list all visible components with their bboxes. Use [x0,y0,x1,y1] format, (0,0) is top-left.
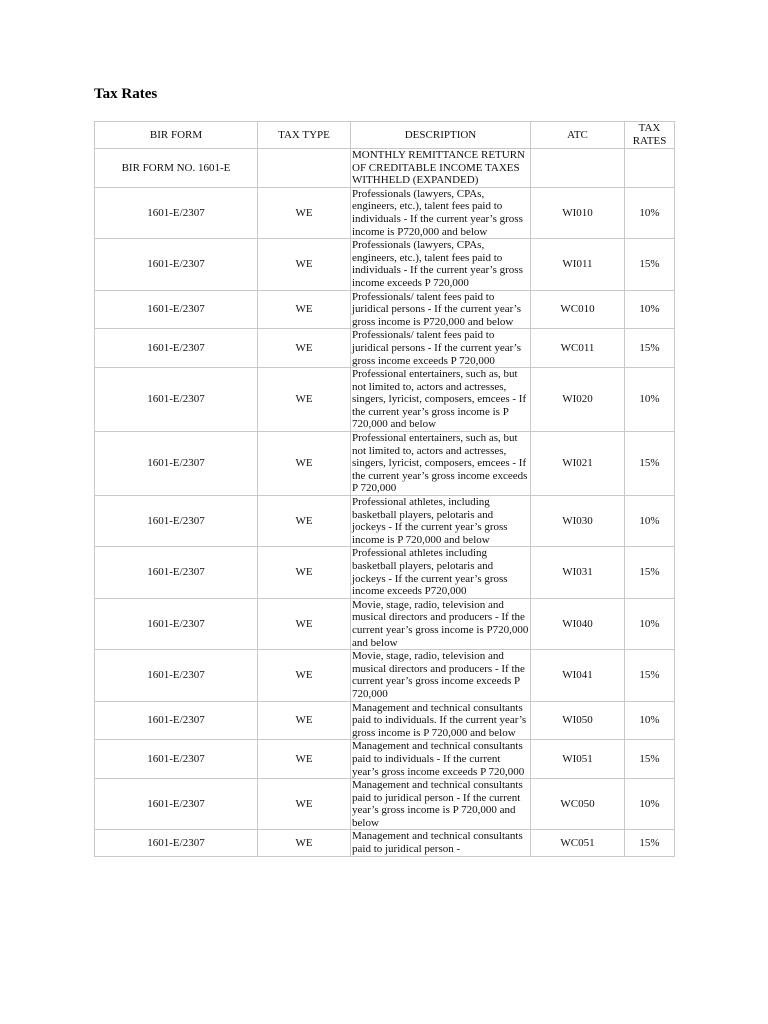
description-text: Movie, stage, radio, television and musical directors and producers - If the current year’s gross income is P720,000 and below [352,598,529,649]
table-row [95,779,675,830]
cell-rate: 10% [625,187,675,238]
description-text: Professional entertainers, such as, but not limited to, actors and actresses, singers, lyricist, composers, emcees - If the current year’s gross income exceeds P 720,000 [352,432,528,495]
table-row [95,830,675,856]
cell-description [351,547,531,598]
cell-atc: WC051 [531,830,625,856]
cell-atc: WI011 [531,239,625,290]
cell-tax-type: WE [258,650,351,701]
cell-bir-form: 1601-E/2307 [95,329,258,368]
cell-rate: 10% [625,701,675,740]
header-tax-rates [625,122,675,149]
table-row [95,598,675,649]
table-row [95,701,675,740]
description-text: Management and technical consultants paid to individuals. If the current year’s gross income is P 720,000 and below [352,701,527,739]
description-text: Professional entertainers, such as, but not limited to, actors and actresses, singers, lyricist, composers, emcees - If the current year’s gross income is P 720,000 and below [352,368,527,431]
cell-bir-form: 1601-E/2307 [95,598,258,649]
header-description: DESCRIPTION [351,122,531,149]
cell-atc: WC050 [531,779,625,830]
cell-description [351,701,531,740]
cell-atc: WC011 [531,329,625,368]
cell-description [351,432,531,496]
description-text: Professional athletes including basketball players, pelotaris and jockeys - If the current year’s gross income exceeds P720,000 [352,547,508,598]
table-row [95,149,675,188]
cell-description [351,779,531,830]
cell-atc: WI051 [531,740,625,779]
cell-bir-form: 1601-E/2307 [95,701,258,740]
cell-tax-type: WE [258,740,351,779]
cell-bir-form: 1601-E/2307 [95,650,258,701]
table-row [95,368,675,432]
description-text: Professional athletes, including basketball players, pelotaris and jockeys - If the current year’s gross income is P 720,000 and below [352,496,508,546]
table-row [95,740,675,779]
cell-description [351,496,531,547]
cell-rate: 15% [625,650,675,701]
table-row [95,329,675,368]
description-text: MONTHLY REMITTANCE RETURN OF CREDITABLE INCOME TAXES WITHHELD (EXPANDED) [352,149,525,187]
cell-description [351,329,531,368]
cell-rate [625,149,675,188]
cell-atc: WI030 [531,496,625,547]
cell-rate: 15% [625,740,675,779]
cell-tax-type: WE [258,432,351,496]
cell-tax-type: WE [258,290,351,329]
description-text: Management and technical consultants paid to juridical person - [352,830,523,856]
cell-atc: WC010 [531,290,625,329]
table-row [95,432,675,496]
cell-atc: WI031 [531,547,625,598]
cell-bir-form: 1601-E/2307 [95,368,258,432]
cell-rate: 10% [625,496,675,547]
cell-tax-type: WE [258,496,351,547]
cell-rate: 10% [625,598,675,649]
cell-bir-form: 1601-E/2307 [95,432,258,496]
table-row [95,290,675,329]
description-text: Professionals/ talent fees paid to juridical persons - If the current year’s gross income is P720,000 and below [352,290,522,328]
cell-rate: 15% [625,432,675,496]
cell-rate: 15% [625,547,675,598]
cell-tax-type: WE [258,239,351,290]
cell-tax-type: WE [258,779,351,830]
cell-description [351,149,531,188]
table-header-row [95,122,675,149]
cell-atc: WI040 [531,598,625,649]
table-row [95,496,675,547]
cell-rate: 10% [625,368,675,432]
cell-description [351,239,531,290]
description-text: Management and technical consultants paid to individuals - If the current year’s gross income exceeds P 720,000 [352,740,525,778]
cell-tax-type: WE [258,598,351,649]
cell-bir-form: BIR FORM NO. 1601-E [95,149,258,188]
cell-description [351,598,531,649]
header-atc: ATC [531,122,625,149]
cell-bir-form: 1601-E/2307 [95,779,258,830]
cell-atc: WI020 [531,368,625,432]
tax-rates-table [94,121,675,857]
cell-bir-form: 1601-E/2307 [95,239,258,290]
cell-tax-type: WE [258,701,351,740]
cell-rate: 15% [625,239,675,290]
cell-bir-form: 1601-E/2307 [95,187,258,238]
cell-description [351,740,531,779]
cell-atc: WI050 [531,701,625,740]
table-row [95,239,675,290]
header-tax-type: TAX TYPE [258,122,351,149]
cell-tax-type: WE [258,830,351,856]
cell-rate: 15% [625,329,675,368]
cell-bir-form: 1601-E/2307 [95,740,258,779]
page-title: Tax Rates [94,86,158,102]
cell-rate: 10% [625,779,675,830]
cell-rate: 10% [625,290,675,329]
description-text: Management and technical consultants paid to juridical person - If the current year’s gross income is P 720,000 and below [352,779,523,829]
description-text: Professionals (lawyers, CPAs, engineers, etc.), talent fees paid to individuals - If the current year’s gross income is P720,000 and below [352,187,523,238]
header-bir-form: BIR FORM [95,122,258,149]
cell-description [351,650,531,701]
table-row [95,187,675,238]
cell-description [351,368,531,432]
cell-tax-type: WE [258,187,351,238]
cell-atc: WI021 [531,432,625,496]
cell-tax-type: WE [258,368,351,432]
cell-bir-form: 1601-E/2307 [95,290,258,329]
cell-atc: WI041 [531,650,625,701]
cell-rate: 15% [625,830,675,856]
description-text: Movie, stage, radio, television and musical directors and producers - If the current year’s gross income exceeds P 720,000 [352,650,525,700]
cell-description [351,290,531,329]
cell-tax-type: WE [258,329,351,368]
cell-tax-type [258,149,351,188]
cell-bir-form: 1601-E/2307 [95,547,258,598]
cell-tax-type: WE [258,547,351,598]
cell-bir-form: 1601-E/2307 [95,496,258,547]
header-tax-rates-line1: TAX [638,122,661,134]
description-text: Professionals/ talent fees paid to juridical persons - If the current year’s gross income exceeds P 720,000 [352,329,522,367]
cell-bir-form: 1601-E/2307 [95,830,258,856]
header-tax-rates-line2: RATES [632,135,667,147]
cell-atc [531,149,625,188]
table-row [95,650,675,701]
cell-description [351,830,531,856]
cell-atc: WI010 [531,187,625,238]
description-text: Professionals (lawyers, CPAs, engineers, etc.), talent fees paid to individuals - If the current year’s gross income exceeds P 720,000 [352,239,523,289]
table-row [95,547,675,598]
cell-description [351,187,531,238]
